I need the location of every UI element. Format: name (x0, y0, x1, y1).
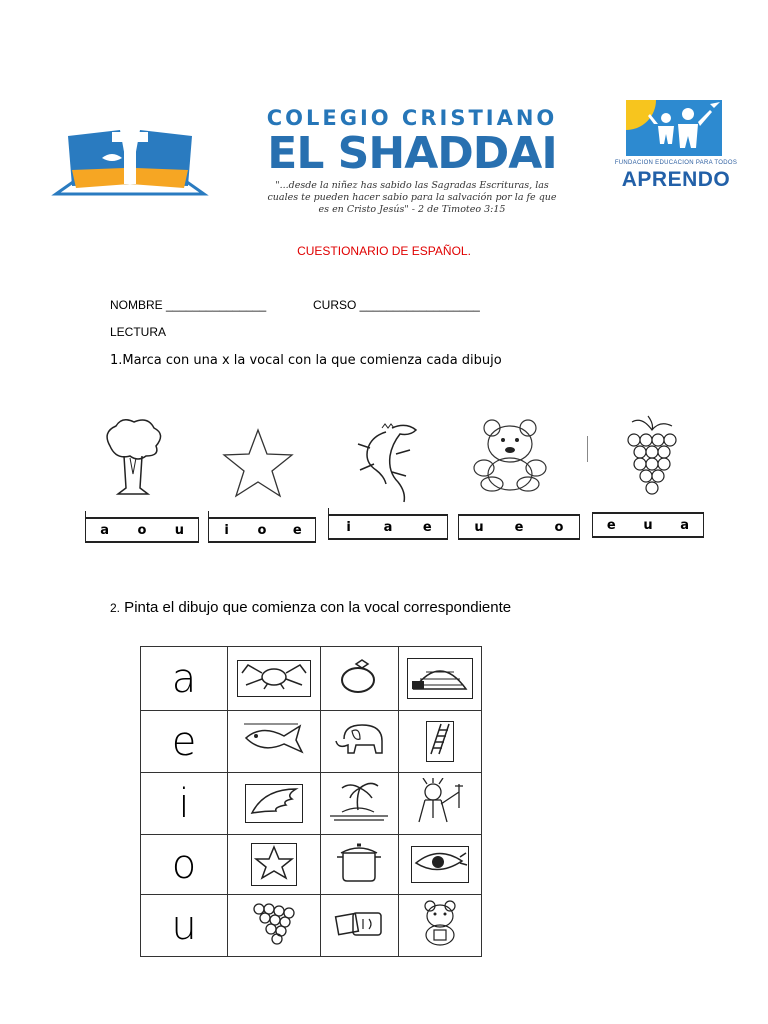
ring-icon (334, 683, 384, 700)
school-verse: "...desde la niñez has sabido las Sagradas Escrituras, las cuales te pueden hacer sabio para la salvación por la fe que es en Cristo Jesús" - 2 de Timoteo 3:15 (267, 180, 557, 215)
nombre-field: NOMBRE _______________ (110, 298, 267, 312)
aprendo-logo (604, 98, 746, 192)
indian-icon (407, 811, 473, 828)
bible-cross-logo (50, 108, 210, 200)
vowel-option[interactable]: u (643, 517, 653, 533)
vowel-option[interactable]: e (514, 519, 524, 535)
vowel-cell: a (141, 647, 228, 711)
vowel-option[interactable]: o (554, 519, 564, 535)
soap-icon (333, 926, 385, 943)
question-2-number: 2. (110, 601, 121, 615)
pot-icon (333, 870, 385, 887)
divider (587, 436, 588, 462)
picture-cell[interactable] (398, 647, 481, 711)
vowel-option[interactable]: e (292, 522, 302, 538)
bear-icon (470, 418, 550, 497)
fish-icon (242, 743, 306, 760)
elephant-icon (330, 744, 388, 761)
picture-cell[interactable] (228, 773, 321, 835)
picture-cell[interactable] (320, 711, 398, 773)
picture-cell[interactable] (398, 895, 481, 957)
picture-cell[interactable] (398, 711, 481, 773)
picture-cell[interactable] (320, 895, 398, 957)
vowel-cell: o (141, 835, 228, 895)
vowel-cell: u (141, 895, 228, 957)
question-2 (110, 599, 511, 616)
grapes-icon (249, 932, 299, 949)
curso-field: CURSO __________________ (313, 298, 480, 312)
page-title: CUESTIONARIO DE ESPAÑOL. (297, 244, 471, 258)
vowel-option[interactable]: a (100, 522, 110, 538)
vowel-option[interactable]: e (422, 519, 432, 535)
vowel-option[interactable]: a (383, 519, 393, 535)
igloo-icon (407, 658, 473, 699)
vowel-picture-table (140, 646, 482, 957)
vowel-box-star[interactable] (208, 517, 316, 543)
table-row (141, 711, 482, 773)
island-icon (328, 809, 390, 826)
question-1: 1.Marca con una x la vocal con la que comienza cada dibujo (110, 353, 502, 368)
table-row (141, 647, 482, 711)
vowel-option[interactable]: a (680, 517, 690, 533)
vowel-option[interactable]: e (606, 517, 616, 533)
tree-icon (100, 418, 166, 501)
star-icon (222, 428, 294, 503)
eye-icon (411, 846, 469, 883)
vowel-option[interactable]: u (474, 519, 484, 535)
picture-cell[interactable] (320, 835, 398, 895)
vowel-cell: i (141, 773, 228, 835)
iguana-icon (352, 418, 420, 509)
picture-cell[interactable] (320, 647, 398, 711)
picture-cell[interactable] (398, 835, 481, 895)
vowel-option[interactable]: u (174, 522, 184, 538)
picture-cell[interactable] (398, 773, 481, 835)
vowel-box-tree[interactable] (85, 517, 199, 543)
vowel-option[interactable]: i (346, 519, 351, 535)
spider-icon (237, 660, 311, 697)
vowel-cell: e (141, 711, 228, 773)
table-row (141, 773, 482, 835)
vowel-box-grapes[interactable] (592, 512, 704, 538)
aprendo-brand-text: APRENDO (621, 168, 731, 191)
vowel-box-bear[interactable] (458, 514, 580, 540)
vowel-box-iguana[interactable] (328, 514, 448, 540)
picture-cell[interactable] (228, 647, 321, 711)
vowel-option[interactable]: o (137, 522, 147, 538)
ladder-icon (426, 721, 454, 762)
grapes-icon (618, 412, 684, 501)
bear-icon (418, 933, 462, 950)
picture-cell[interactable] (228, 711, 321, 773)
people-icon (626, 100, 722, 156)
picture-cell[interactable] (320, 773, 398, 835)
school-logo (262, 106, 562, 216)
school-name-line1: COLEGIO CRISTIANO (266, 106, 558, 130)
vowel-option[interactable]: o (257, 522, 267, 538)
section-label: LECTURA (110, 325, 167, 339)
aprendo-foundation-text: FUNDACION EDUCACION PARA TODOS (614, 160, 738, 166)
vowel-option[interactable]: i (224, 522, 229, 538)
question-2-text: Pinta el dibujo que comienza con la vocal correspondiente (120, 599, 512, 616)
star-icon (251, 843, 297, 886)
picture-cell[interactable] (228, 835, 321, 895)
table-row (141, 895, 482, 957)
wing-icon (245, 784, 303, 823)
picture-cell[interactable] (228, 895, 321, 957)
table-row (141, 835, 482, 895)
school-name-line2: EL SHADDAI (267, 128, 557, 179)
